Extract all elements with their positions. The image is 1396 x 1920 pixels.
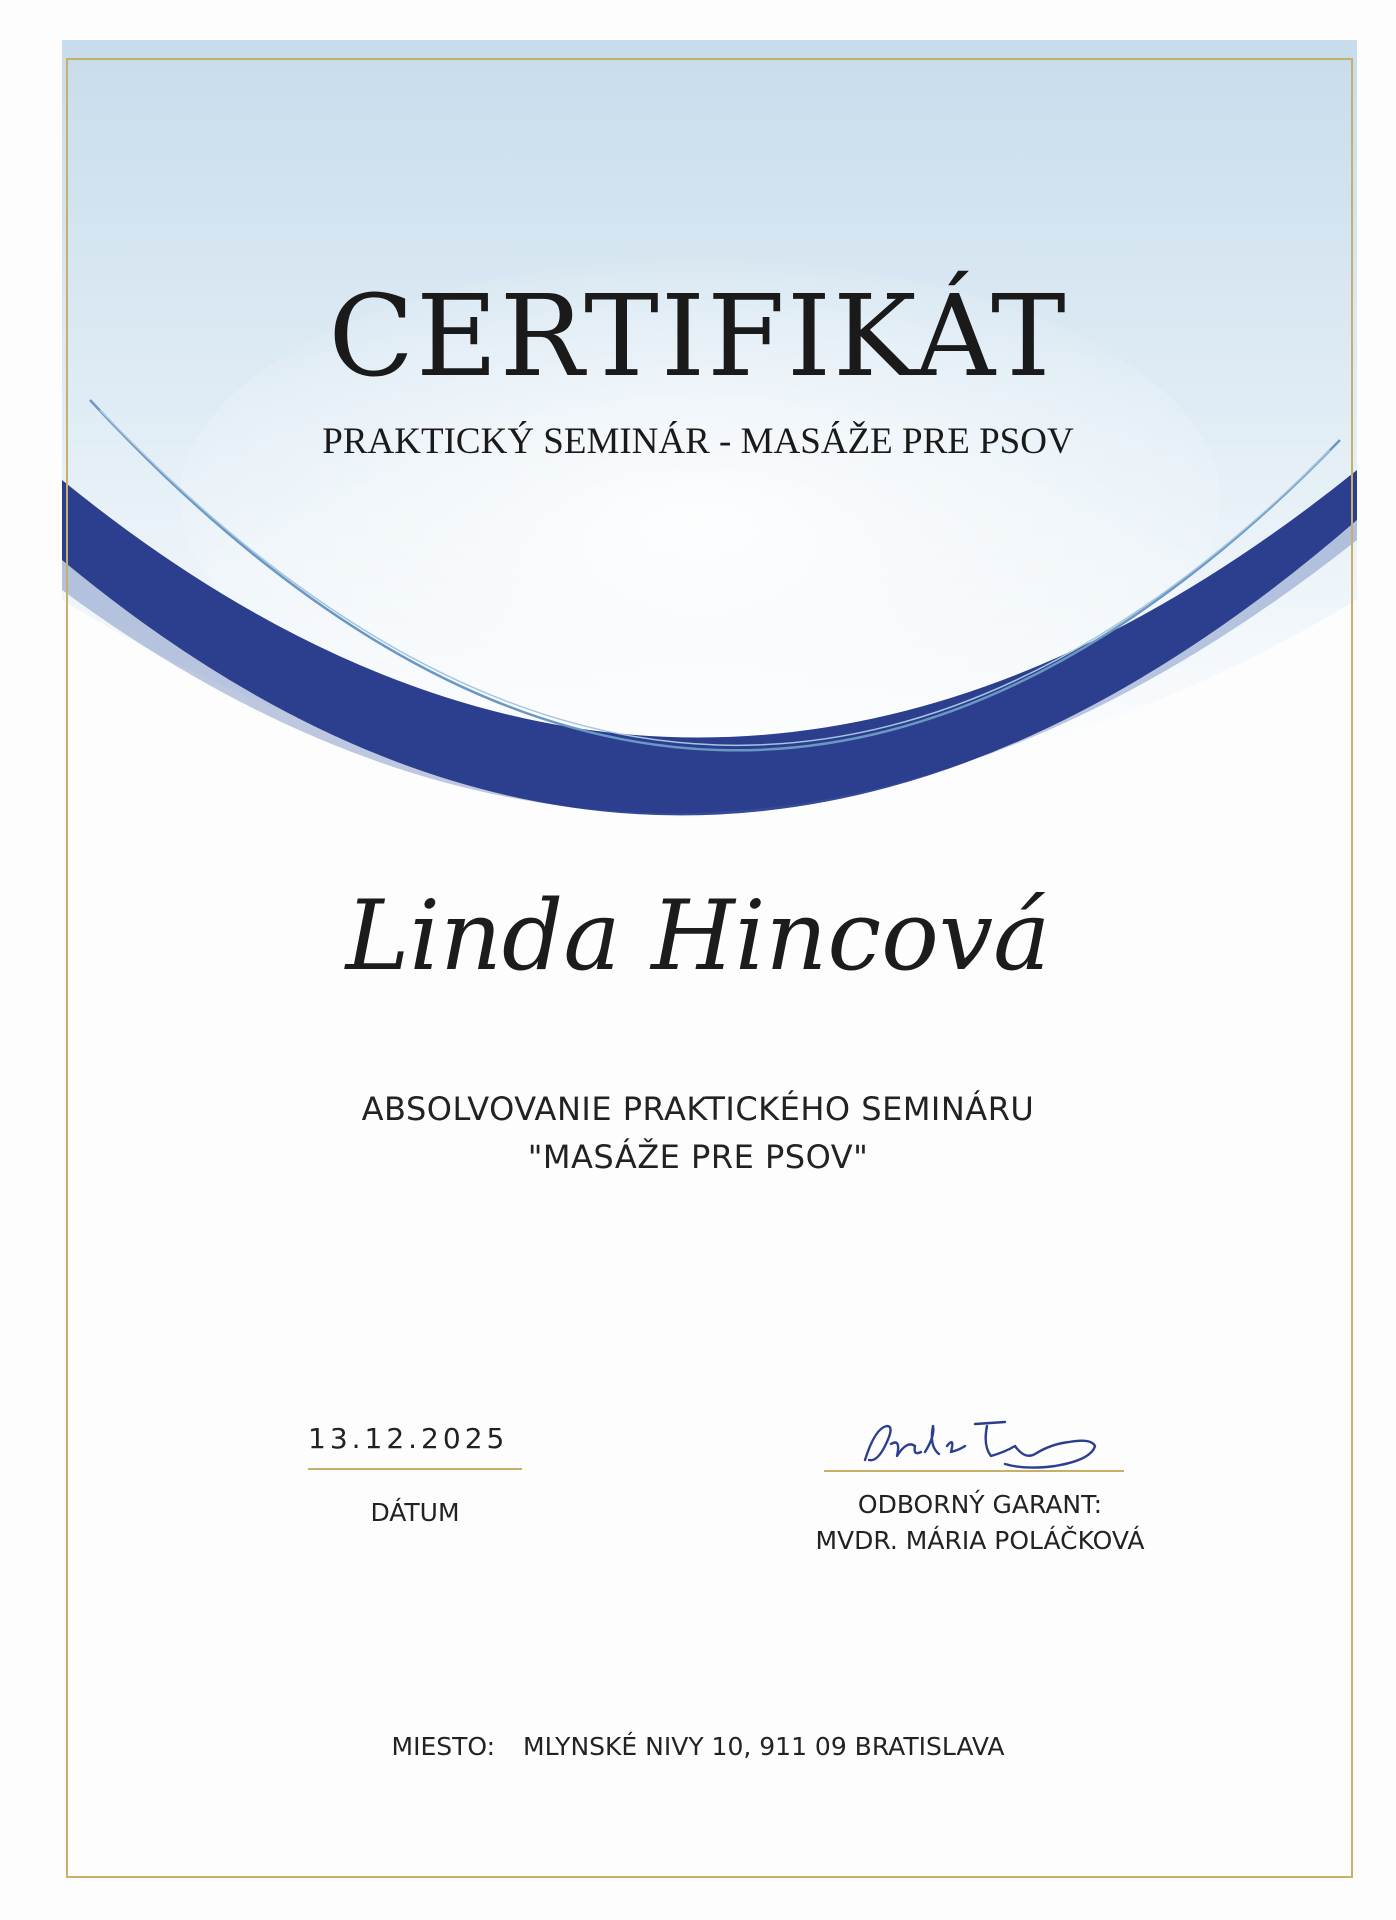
place-line bbox=[0, 1732, 1396, 1761]
description-line-1: ABSOLVOVANIE PRAKTICKÉHO SEMINÁRU bbox=[361, 1090, 1035, 1128]
date-value: 13.12.2025 bbox=[308, 1422, 509, 1455]
date-underline bbox=[308, 1468, 522, 1470]
recipient-name: Linda Hincová bbox=[345, 880, 1051, 992]
date-label: DÁTUM bbox=[370, 1498, 460, 1527]
certificate-title: CERTIFIKÁT bbox=[328, 272, 1068, 402]
garant-label: ODBORNÝ GARANT: bbox=[857, 1490, 1103, 1519]
place-label: MIESTO: bbox=[391, 1732, 496, 1761]
garant-name: MVDR. MÁRIA POLÁČKOVÁ bbox=[815, 1526, 1145, 1555]
place-value: MLYNSKÉ NIVY 10, 911 09 BRATISLAVA bbox=[523, 1732, 1005, 1761]
certificate-subtitle: PRAKTICKÝ SEMINÁR - MASÁŽE PRE PSOV bbox=[322, 421, 1074, 462]
garant-signature bbox=[855, 1416, 1155, 1476]
description-line-2: "MASÁŽE PRE PSOV" bbox=[527, 1138, 869, 1176]
signature-underline bbox=[824, 1470, 1124, 1472]
